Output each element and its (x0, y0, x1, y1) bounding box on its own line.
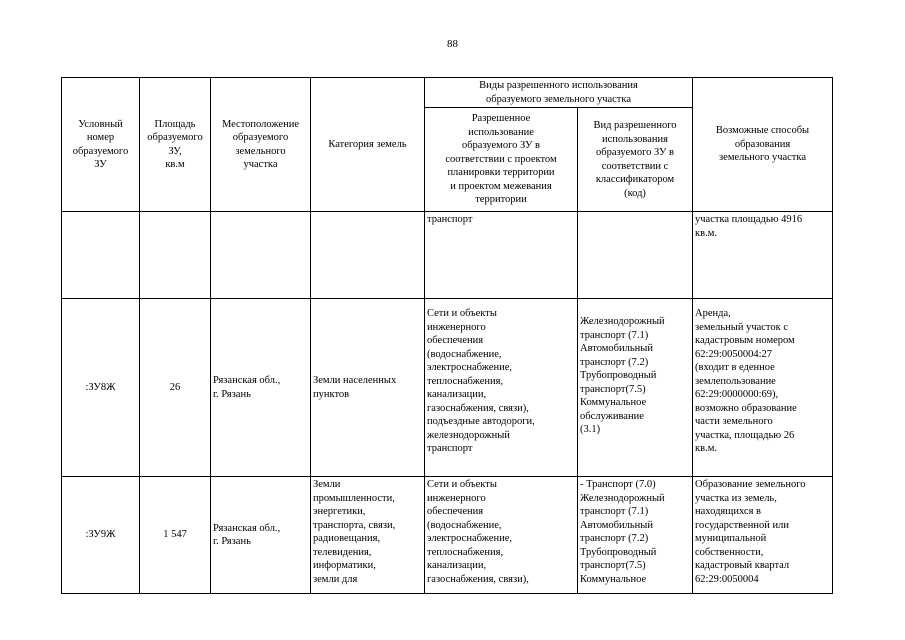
header-methods: Возможные способы образования земельного участка (693, 78, 833, 212)
header-area: Площадь образуемого ЗУ, кв.м (140, 78, 211, 212)
cell-number (62, 212, 140, 299)
cell-method: Образование земельного участка из земель, находящихся в государственной или муниципальной собственности, кадастровый квартал 62:29:0050004 (693, 477, 833, 594)
cell-category: Земли промышленности, энергетики, транспорта, связи, радиовещания, телевидения, информатики, земли для (311, 477, 425, 594)
header-permitted-group: Виды разрешенного использования образуемого земельного участка (425, 78, 693, 108)
cell-category (311, 212, 425, 299)
cell-location: Рязанская обл., г. Рязань (211, 299, 311, 477)
table-row (62, 299, 833, 477)
page-number: 88 (447, 38, 458, 50)
cell-number: :ЗУ9Ж (62, 477, 140, 594)
header-row-1 (62, 78, 833, 108)
cell-code: Железнодорожный транспорт (7.1) Автомобильный транспорт (7.2) Трубопроводный транспорт(7.5) Коммунальное обслуживание (3.1) (578, 299, 693, 477)
cell-project-use: транспорт (425, 212, 578, 299)
header-category: Категория земель (311, 78, 425, 212)
header-location: Местоположение образуемого земельного участка (211, 78, 311, 212)
header-permitted-code: Вид разрешенного использования образуемого ЗУ в соответствии с классификатором (код) (578, 108, 693, 212)
cell-method: участка площадью 4916 кв.м. (693, 212, 833, 299)
cell-location: Рязанская обл., г. Рязань (211, 477, 311, 594)
cell-number: :ЗУ8Ж (62, 299, 140, 477)
cell-area (140, 212, 211, 299)
table-row (62, 212, 833, 299)
table-row (62, 477, 833, 594)
cell-category: Земли населенных пунктов (311, 299, 425, 477)
cell-area: 26 (140, 299, 211, 477)
cell-project-use: Сети и объекты инженерного обеспечения (водоснабжение, электроснабжение, теплоснабжения, канализации, газоснабжения, связи), подъездные автодороги, железнодорожный транспорт (425, 299, 578, 477)
cell-location (211, 212, 311, 299)
header-permitted-project: Разрешенное использование образуемого ЗУ в соответствии с проектом планировки территории и проектом межевания территории (425, 108, 578, 212)
land-plots-table (61, 77, 833, 594)
cell-code (578, 212, 693, 299)
cell-project-use: Сети и объекты инженерного обеспечения (водоснабжение, электроснабжение, теплоснабжения, канализации, газоснабжения, связи), (425, 477, 578, 594)
header-number: Условный номер образуемого ЗУ (62, 78, 140, 212)
cell-area: 1 547 (140, 477, 211, 594)
cell-method: Аренда, земельный участок с кадастровым номером 62:29:0050004:27 (входит в еденное землепользование 62:29:0000000:69), возможно образование части земельного участка, площадью 26 кв.м. (693, 299, 833, 477)
cell-code: - Транспорт (7.0) Железнодорожный транспорт (7.1) Автомобильный транспорт (7.2) Трубопроводный транспорт(7.5) Коммунальное (578, 477, 693, 594)
